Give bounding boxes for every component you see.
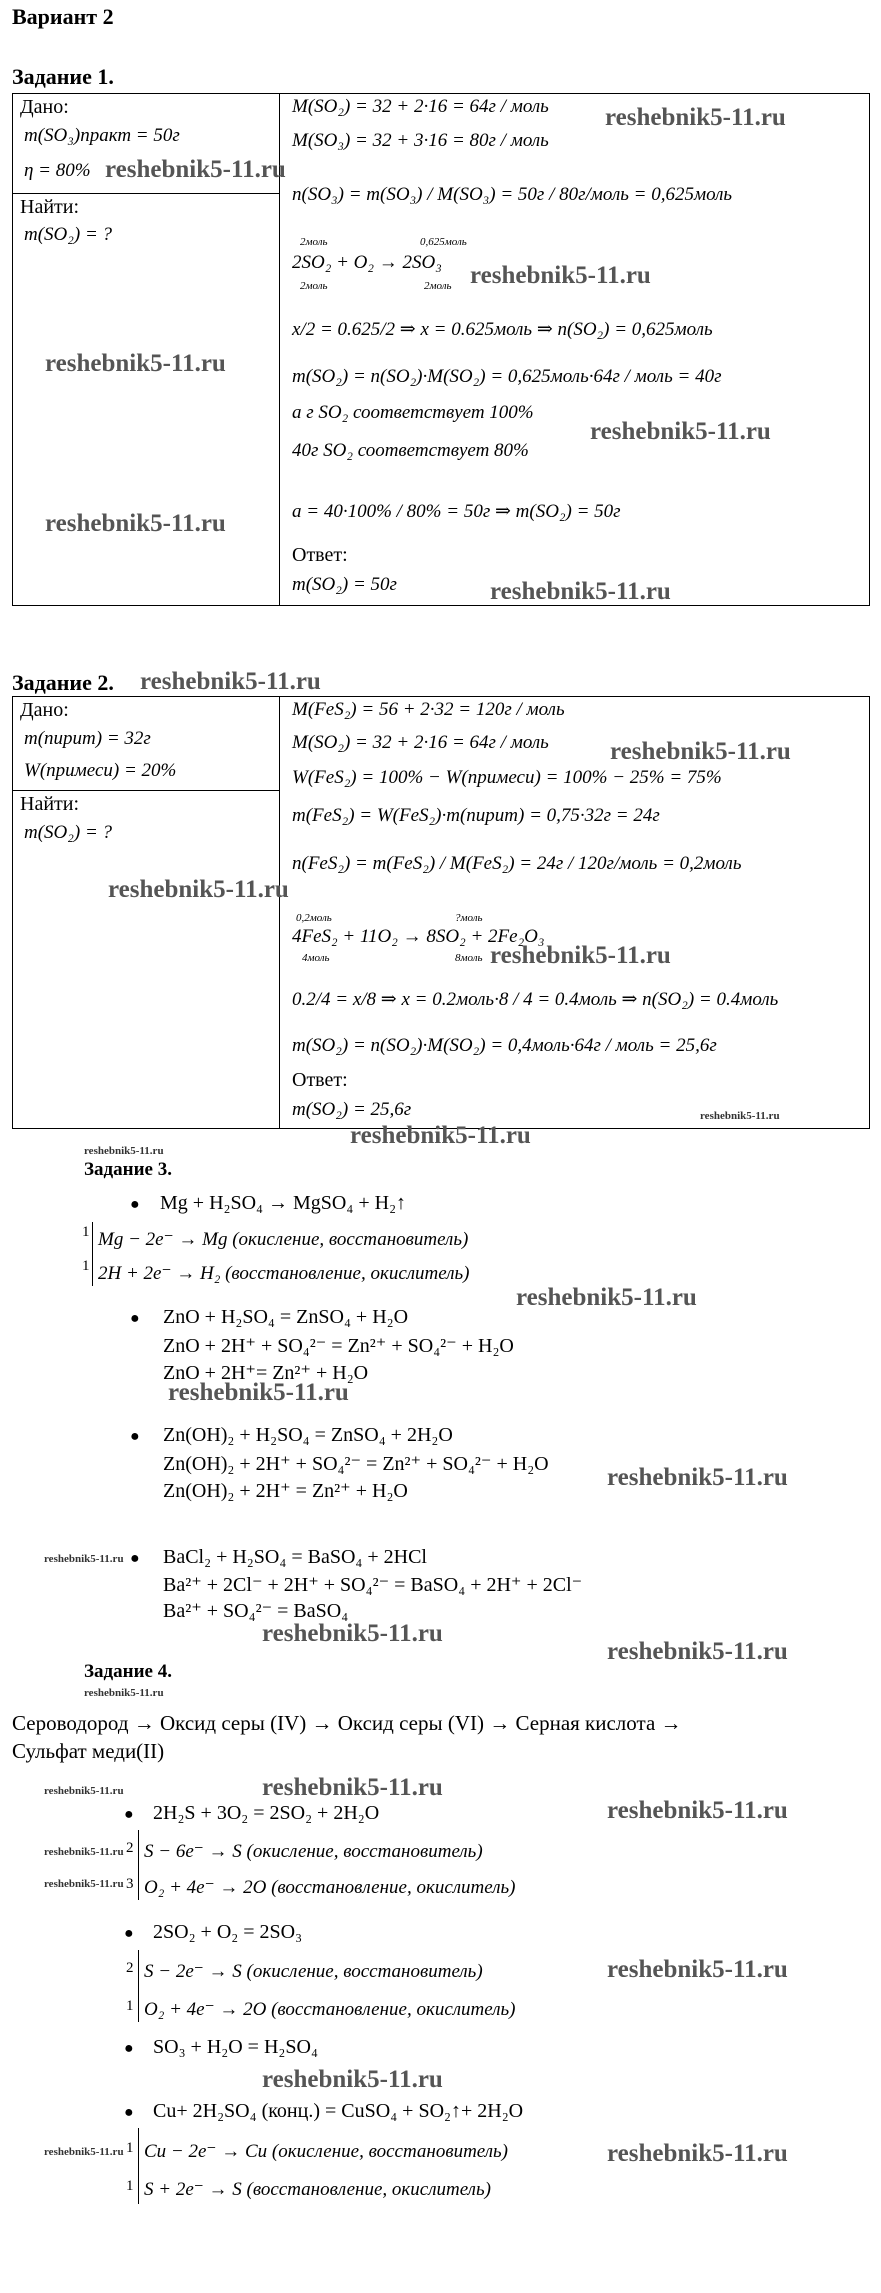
task3-equation: ZnO + 2H⁺= Zn²⁺ + H₂O	[163, 1362, 369, 1384]
task2-line: n(FeS₂) = m(FeS₂) / M(FeS₂) = 24г / 120г/моль = 0,2моль	[292, 853, 742, 874]
task3-balance-bar	[92, 1222, 93, 1286]
bullet-icon: ●	[130, 1428, 140, 1445]
watermark: reshebnik5-11.ru	[168, 1379, 349, 1406]
task2-line: m(SO₂) = n(SO₂)·M(SO₂) = 0,4моль·64г / моль = 25,6г	[292, 1035, 717, 1056]
task3-coef: 1	[82, 1258, 90, 1274]
watermark: reshebnik5-11.ru	[44, 1846, 124, 1858]
task1-nayti: Найти:	[20, 196, 80, 218]
task1-line: a = 40·100% / 80% = 50г ⇒ m(SO₂) = 50г	[292, 501, 621, 522]
task4-halfreaction: O₂ + 4e⁻ → 2O (восстановление, окислитель)	[144, 1999, 516, 2020]
watermark: reshebnik5-11.ru	[607, 1638, 788, 1665]
task3-equation: Zn(OH)₂ + 2H⁺ = Zn²⁺ + H₂O	[163, 1480, 408, 1502]
watermark: reshebnik5-11.ru	[140, 668, 321, 695]
task3-equation: Zn(OH)₂ + 2H⁺ + SO₄²⁻ = Zn²⁺ + SO₄²⁻ + H₂O	[163, 1453, 549, 1475]
task4-coef: 1	[126, 2140, 134, 2156]
watermark: reshebnik5-11.ru	[607, 2140, 788, 2167]
watermark: reshebnik5-11.ru	[700, 1110, 780, 1122]
task4-halfreaction: O₂ + 4e⁻ → 2O (восстановление, окислитель)	[144, 1877, 516, 1898]
watermark: reshebnik5-11.ru	[84, 1687, 164, 1699]
task2-note: ?моль	[455, 912, 483, 924]
task4-equation: SO₃ + H₂O = H₂SO₄	[153, 2036, 318, 2058]
watermark: reshebnik5-11.ru	[590, 418, 771, 445]
watermark: reshebnik5-11.ru	[516, 1284, 697, 1311]
task3-equation: BaCl₂ + H₂SO₄ = BaSO₄ + 2HCl	[163, 1546, 427, 1568]
task4-chain: Сероводород → Оксид серы (IV) → Оксид серы (VI) → Серная кислота →	[12, 1711, 682, 1735]
task3-equation: Mg + H₂SO₄ → MgSO₄ + H₂↑	[160, 1192, 407, 1214]
watermark: reshebnik5-11.ru	[108, 876, 289, 903]
task2-line: M(FeS₂) = 56 + 2·32 = 120г / моль	[292, 699, 565, 720]
task3-halfreaction: 2H + 2e⁻ → H₂ (восстановление, окислитель)	[98, 1263, 470, 1284]
task4-balance-bar	[138, 1950, 139, 2022]
task1-given-1: m(SO₃)практ = 50г	[24, 125, 180, 146]
task1-line: n(SO₃) = m(SO₃) / M(SO₃) = 50г / 80г/моль = 0,625моль	[292, 184, 733, 205]
task2-given-separator	[12, 790, 279, 791]
watermark: reshebnik5-11.ru	[84, 1145, 164, 1157]
task3-equation: Zn(OH)₂ + H₂SO₄ = ZnSO₄ + 2H₂O	[163, 1424, 453, 1446]
task2-given-1: m(пирит) = 32г	[24, 728, 151, 749]
task1-given-2: η = 80%	[24, 160, 91, 181]
task1-note: 2моль	[424, 280, 452, 292]
watermark: reshebnik5-11.ru	[470, 262, 651, 289]
page-title: Вариант 2	[12, 4, 114, 29]
task2-line: W(FeS₂) = 100% − W(примеси) = 100% − 25% = 75%	[292, 767, 722, 788]
task4-equation: Cu+ 2H₂SO₄ (конц.) = CuSO₄ + SO₂↑+ 2H₂O	[153, 2100, 524, 2122]
task4-coef: 1	[126, 1998, 134, 2014]
task4-balance-bar	[138, 2128, 139, 2204]
task4-halfreaction: S + 2e⁻ → S (восстановление, окислитель)	[144, 2179, 491, 2200]
task3-coef: 1	[82, 1224, 90, 1240]
task4-heading: Задание 4.	[84, 1661, 172, 1682]
bullet-icon: ●	[130, 1196, 140, 1213]
task4-coef: 2	[126, 1840, 134, 1856]
task1-line: m(SO₂) = n(SO₂)·M(SO₂) = 0,625моль·64г / моль = 40г	[292, 366, 722, 387]
task1-note: 2моль	[300, 236, 328, 248]
watermark: reshebnik5-11.ru	[607, 1464, 788, 1491]
task1-find: m(SO₂) = ?	[24, 224, 113, 245]
task4-chain: Сульфат меди(II)	[12, 1739, 165, 1763]
task1-answer: m(SO₂) = 50г	[292, 574, 397, 595]
task4-coef: 1	[126, 2178, 134, 2194]
task3-equation: ZnO + H₂SO₄ = ZnSO₄ + H₂O	[163, 1306, 409, 1328]
task2-heading: Задание 2.	[12, 670, 114, 695]
task2-note: 8моль	[455, 952, 483, 964]
task1-line: M(SO₃) = 32 + 3·16 = 80г / моль	[292, 130, 549, 151]
bullet-icon: ●	[130, 1310, 140, 1327]
task1-line: M(SO₂) = 32 + 2·16 = 64г / моль	[292, 96, 549, 117]
watermark: reshebnik5-11.ru	[44, 2146, 124, 2158]
task1-dano: Дано:	[20, 96, 69, 118]
task3-equation: ZnO + 2H⁺ + SO₄²⁻ = Zn²⁺ + SO₄²⁻ + H₂O	[163, 1335, 514, 1357]
task1-line: x/2 = 0.625/2 ⇒ x = 0.625моль ⇒ n(SO₂) = 0,625моль	[292, 319, 713, 340]
task2-answer: m(SO₂) = 25,6г	[292, 1099, 412, 1120]
task2-answer-label: Ответ:	[292, 1069, 348, 1091]
task2-line: 0.2/4 = x/8 ⇒ x = 0.2моль·8 / 4 = 0.4моль ⇒ n(SO₂) = 0.4моль	[292, 989, 779, 1010]
watermark: reshebnik5-11.ru	[44, 1785, 124, 1797]
watermark: reshebnik5-11.ru	[45, 350, 226, 377]
task2-divider	[279, 696, 280, 1129]
task4-equation: 2H₂S + 3O₂ = 2SO₂ + 2H₂O	[153, 1802, 380, 1824]
task2-note: 0,2моль	[296, 912, 332, 924]
watermark: reshebnik5-11.ru	[44, 1878, 124, 1890]
task2-line: 4FeS₂ + 11O₂ → 8SO₂ + 2Fe₂O₃	[292, 926, 545, 947]
watermark: reshebnik5-11.ru	[262, 1620, 443, 1647]
task4-balance-bar	[138, 1830, 139, 1900]
task2-dano: Дано:	[20, 699, 69, 721]
watermark: reshebnik5-11.ru	[45, 510, 226, 537]
task1-answer-label: Ответ:	[292, 544, 348, 566]
task4-halfreaction: S − 2e⁻ → S (окисление, восстановитель)	[144, 1961, 483, 1982]
task4-equation: 2SO₂ + O₂ = 2SO₃	[153, 1921, 303, 1943]
task4-halfreaction: Cu − 2e⁻ → Cu (окисление, восстановитель)	[144, 2141, 509, 2162]
watermark: reshebnik5-11.ru	[607, 1956, 788, 1983]
bullet-icon: ●	[124, 2040, 134, 2057]
task1-given-separator	[12, 193, 279, 194]
task4-halfreaction: S − 6e⁻ → S (окисление, восстановитель)	[144, 1841, 483, 1862]
task2-find: m(SO₂) = ?	[24, 822, 113, 843]
task1-heading: Задание 1.	[12, 64, 114, 89]
watermark: reshebnik5-11.ru	[262, 2066, 443, 2093]
watermark: reshebnik5-11.ru	[105, 156, 286, 183]
task3-heading: Задание 3.	[84, 1159, 172, 1180]
task1-line: а г SO₂ соответствует 100%	[292, 402, 534, 423]
bullet-icon: ●	[124, 2104, 134, 2121]
watermark: reshebnik5-11.ru	[262, 1774, 443, 1801]
watermark: reshebnik5-11.ru	[350, 1122, 531, 1149]
task2-note: 4моль	[302, 952, 330, 964]
bullet-icon: ●	[130, 1550, 140, 1567]
watermark: reshebnik5-11.ru	[610, 738, 791, 765]
task1-note: 2моль	[300, 280, 328, 292]
watermark: reshebnik5-11.ru	[490, 578, 671, 605]
watermark: reshebnik5-11.ru	[490, 942, 671, 969]
task2-given-2: W(примеси) = 20%	[24, 760, 177, 781]
watermark: reshebnik5-11.ru	[44, 1553, 124, 1565]
task2-line: m(FeS₂) = W(FeS₂)·m(пирит) = 0,75·32г = 24г	[292, 805, 660, 826]
task2-nayti: Найти:	[20, 793, 80, 815]
task3-halfreaction: Mg − 2e⁻ → Mg (окисление, восстановитель)	[98, 1229, 469, 1250]
watermark: reshebnik5-11.ru	[607, 1797, 788, 1824]
task4-coef: 3	[126, 1876, 134, 1892]
task3-equation: Ba²⁺ + 2Cl⁻ + 2H⁺ + SO₄²⁻ = BaSO₄ + 2H⁺ + 2Cl⁻	[163, 1574, 583, 1596]
watermark: reshebnik5-11.ru	[605, 104, 786, 131]
task1-line: 2SO₂ + O₂ → 2SO₃	[292, 252, 442, 273]
bullet-icon: ●	[124, 1806, 134, 1823]
task3-equation: Ba²⁺ + SO₄²⁻ = BaSO₄	[163, 1600, 349, 1622]
task1-note: 0,625моль	[420, 236, 467, 248]
task4-coef: 2	[126, 1960, 134, 1976]
task1-line: 40г SO₂ соответствует 80%	[292, 440, 529, 461]
task2-line: M(SO₂) = 32 + 2·16 = 64г / моль	[292, 732, 549, 753]
bullet-icon: ●	[124, 1925, 134, 1942]
